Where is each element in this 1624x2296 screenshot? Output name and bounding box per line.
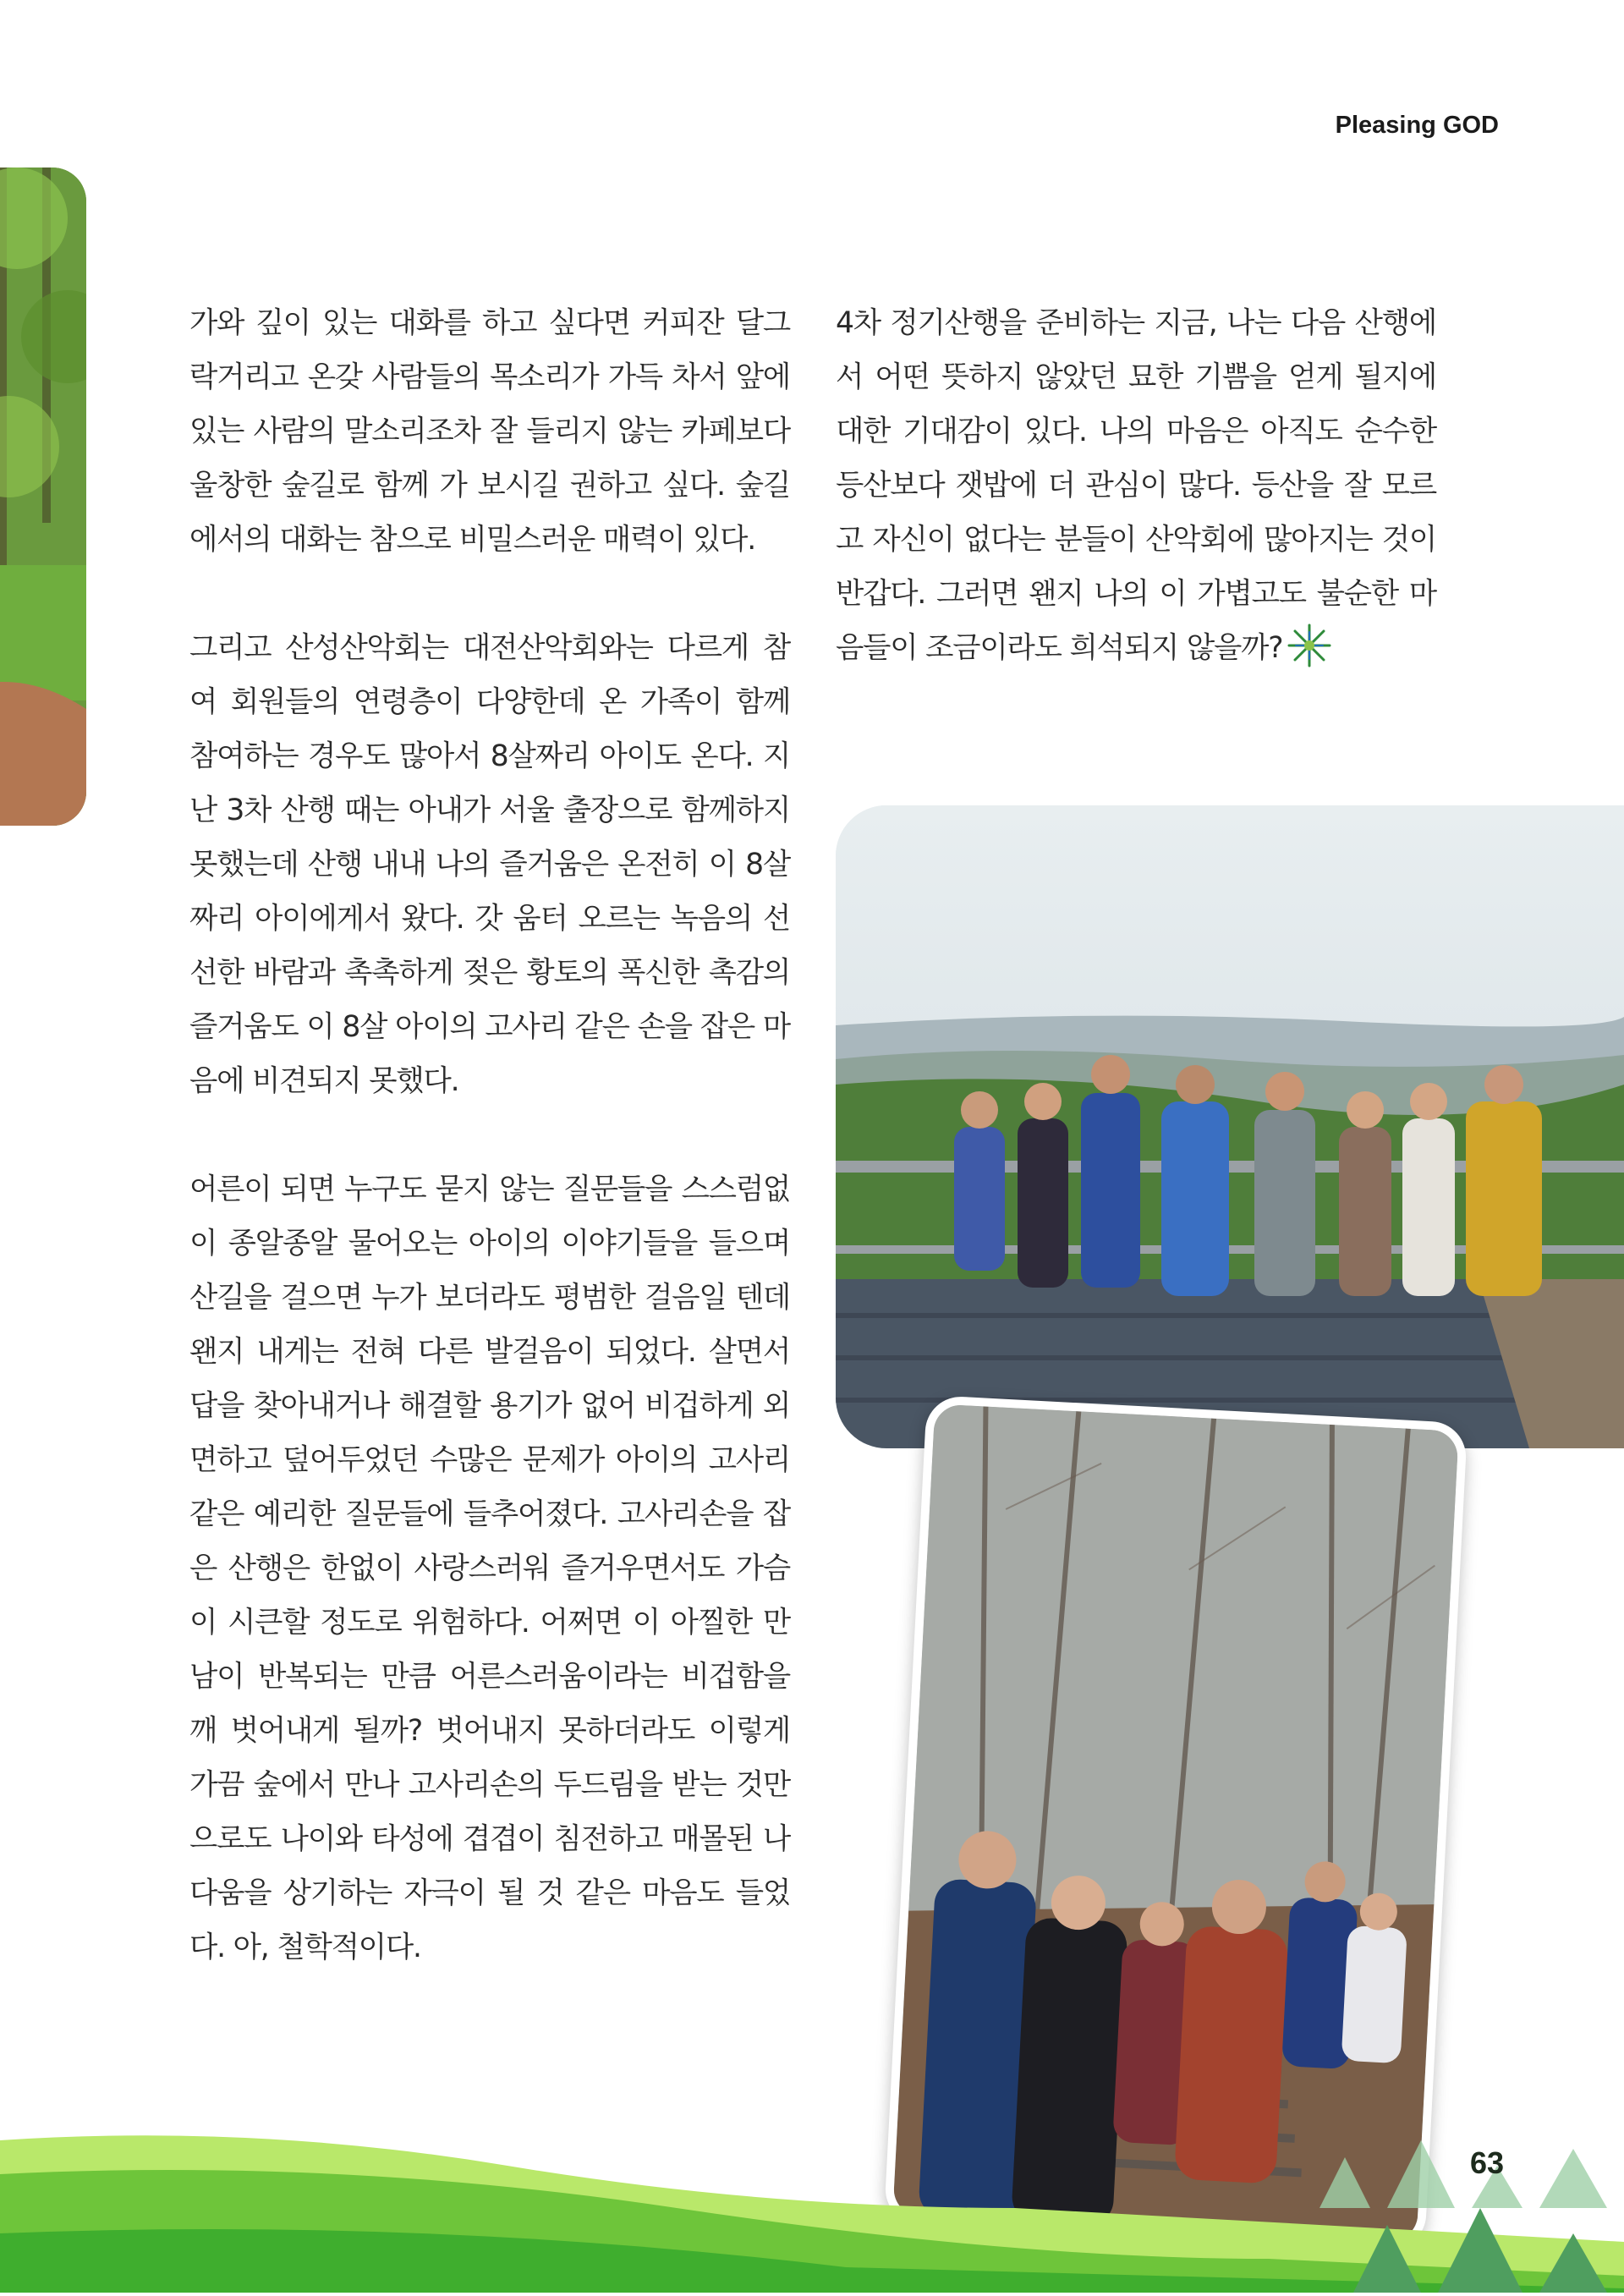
paragraph-text: 4차 정기산행을 준비하는 지금, 나는 다음 산행에서 어떤 뜻하지 않았던 묘한 기쁨을 얻게 될지에 대한 기대감이 있다. 나의 마음은 아직도 순수한 등산보다 잿밥에 더 관심이 많다. 등산을 잘 모르고 자신이 없다는 분들이 산악회에 많아지는 것이 반갑다. 그러면 왠지 나의 이 가볍고도 불순한 마음들이 조금이라도 희석되지 않을까? (836, 306, 1436, 665)
page-number: 63 (1470, 2145, 1505, 2180)
paragraph: 그리고 산성산악회는 대전산악회와는 다르게 참여 회원들의 연령층이 다양한데 온 가족이 함께 참여하는 경우도 많아서 8살짜리 아이도 온다. 지난 3차 산행 때는 아내가 서울 출장으로 함께하지 못했는데 산행 내내 나의 즐거움은 온전히 이 8살짜리 아이에게서 왔다. 갓 움터 오르는 녹음의 선선한 바람과 촉촉하게 젖은 황토의 폭신한 촉감의 즐거움도 이 8살 아이의 고사리 같은 손을 잡은 마음에 비견되지 못했다. (189, 631, 790, 1098)
green-star-ornament-icon (1286, 622, 1333, 669)
paragraph (836, 296, 1436, 675)
section-title: Pleasing GOD (1335, 112, 1499, 139)
paragraph: 가와 깊이 있는 대화를 하고 싶다면 커피잔 달그락거리고 온갖 사람들의 목소리가 가득 차서 앞에 있는 사람의 말소리조차 잘 들리지 않는 카페보다 울창한 숲길로 함께 가 보시길 권하고 싶다. 숲길에서의 대화는 참으로 비밀스러운 매력이 있다. (189, 306, 790, 557)
article-right-column (836, 296, 1436, 729)
forest-trail-photo (0, 168, 86, 826)
paragraph: 어른이 되면 누구도 묻지 않는 질문들을 스스럼없이 종알종알 물어오는 아이의 이야기들을 들으며 산길을 걸으면 누가 보더라도 평범한 걸음일 텐데 왠지 내게는 전혀 다른 발걸음이 되었다. 살면서 답을 찾아내거나 해결할 용기가 없어 비겁하게 외면하고 덮어두었던 수많은 문제가 아이의 고사리 같은 예리한 질문들에 들추어졌다. 고사리손을 잡은 산행은 한없이 사랑스러워 즐거우면서도 가슴이 시큰할 정도로 위험하다. 어쩌면 이 아찔한 만남이 반복되는 만큼 어른스러움이라는 비겁함을 깨 벗어내게 될까? 벗어내지 못하더라도 이렇게 가끔 숲에서 만나 고사리손의 두드림을 받는 것만으로도 나이와 타성에 겹겹이 침전하고 매몰된 나다움을 상기하는 자극이 될 것 같은 마음도 들었다. 아, 철학적이다. (189, 1173, 790, 1964)
grass-hill-decoration (0, 2106, 1624, 2293)
article-left-column (189, 296, 790, 2029)
summit-group-photo (836, 805, 1624, 1448)
